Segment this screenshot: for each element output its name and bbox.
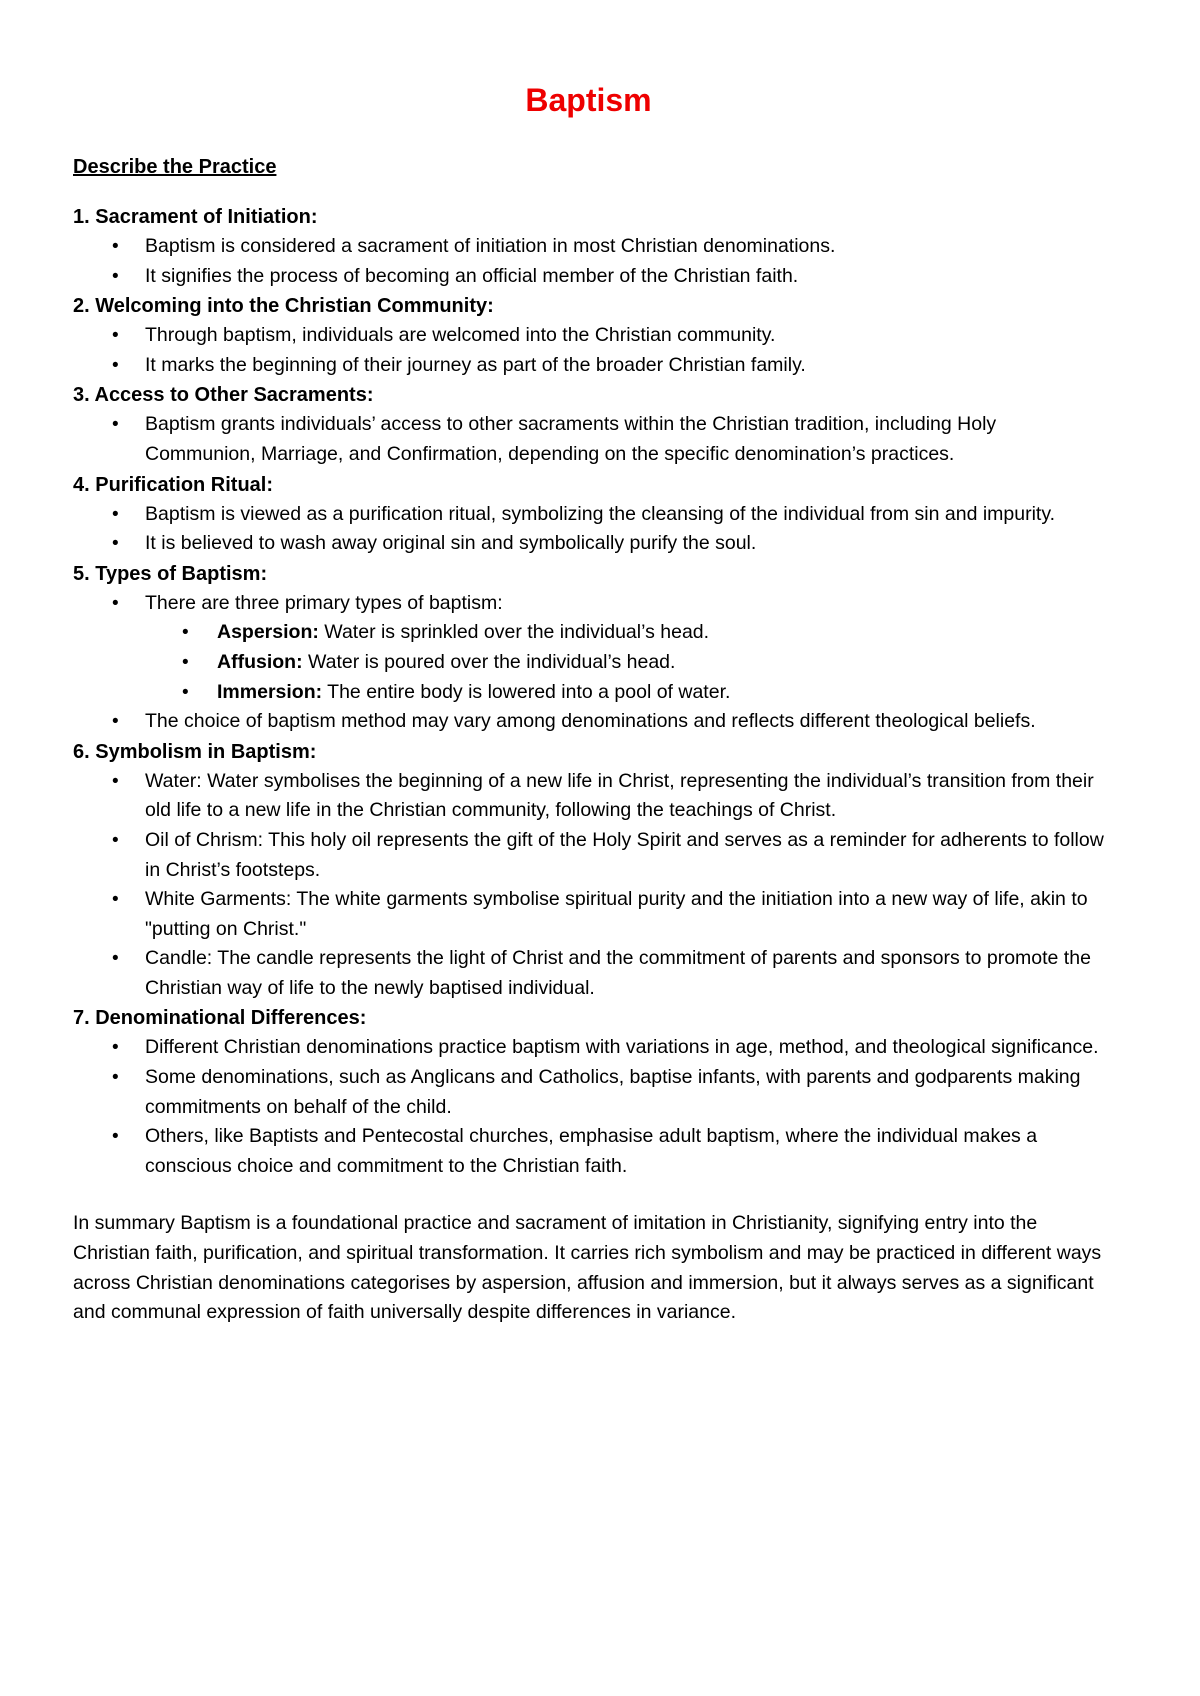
list-item-text: There are three primary types of baptism: xyxy=(145,591,503,614)
section-heading: 7. Denominational Differences: xyxy=(73,1007,367,1030)
list-item: • It signifies the process of becoming an official member of the Christian faith. xyxy=(73,262,1104,292)
section-heading: 5. Types of Baptism: xyxy=(73,562,268,585)
bullet-list xyxy=(73,410,1104,469)
list-item: • Baptism is considered a sacrament of initiation in most Christian denominations. xyxy=(73,232,1104,262)
term-description: The entire body is lowered into a pool of water. xyxy=(322,680,731,703)
bullet-list xyxy=(73,232,1104,291)
list-item: • Candle: The candle represents the light of Christ and the commitment of parents and sponsors to promote the Christian way of life to the newly baptised individual. xyxy=(73,944,1104,1003)
list-item: • It marks the beginning of their journey as part of the broader Christian family. xyxy=(73,351,1104,381)
term-description: Water is poured over the individual’s head. xyxy=(302,650,676,673)
list-item: • It is believed to wash away original sin and symbolically purify the soul. xyxy=(73,529,1104,559)
list-item: • Oil of Chrism: This holy oil represents the gift of the Holy Spirit and serves as a reminder for adherents to follow in Christ’s footsteps. xyxy=(73,826,1104,885)
list-item xyxy=(73,589,1104,707)
section-types-of-baptism xyxy=(73,559,1104,737)
bullet-list xyxy=(73,767,1104,1004)
term-description: Water is sprinkled over the individual’s head. xyxy=(318,621,710,644)
section-heading: 2. Welcoming into the Christian Community: xyxy=(73,295,494,318)
bullet-list xyxy=(73,1033,1104,1181)
section-welcoming-community xyxy=(73,291,1104,380)
term-label: Affusion: xyxy=(217,650,303,673)
list-item: • Baptism grants individuals’ access to other sacraments within the Christian tradition, including Holy Communion, Marriage, and Confirmation, depending on the specific denomination’s practices. xyxy=(73,410,1104,469)
list-item: • Different Christian denominations practice baptism with variations in age, method, and theological significance. xyxy=(73,1033,1104,1063)
list-item: • Water: Water symbolises the beginning of a new life in Christ, representing the individual’s transition from their old life to a new life in the Christian community, following the teachings of Christ. xyxy=(73,767,1104,826)
list-item: • Others, like Baptists and Pentecostal churches, emphasise adult baptism, where the individual makes a conscious choice and commitment to the Christian faith. xyxy=(73,1122,1104,1181)
section-denominational-differences xyxy=(73,1003,1104,1181)
list-item: • Through baptism, individuals are welcomed into the Christian community. xyxy=(73,321,1104,351)
bullet-list xyxy=(73,589,1104,737)
list-item: • Some denominations, such as Anglicans and Catholics, baptise infants, with parents and godparents making commitments on behalf of the child. xyxy=(73,1063,1104,1122)
list-item: • Baptism is viewed as a purification ritual, symbolizing the cleansing of the individual from sin and impurity. xyxy=(73,500,1104,530)
section-purification-ritual xyxy=(73,470,1104,559)
practice-subheading: Describe the Practice xyxy=(73,156,277,178)
sub-list-item-affusion xyxy=(145,648,1104,678)
section-heading: 6. Symbolism in Baptism: xyxy=(73,740,317,763)
list-item: • The choice of baptism method may vary among denominations and reflects different theological beliefs. xyxy=(73,707,1104,737)
baptism-types-list xyxy=(145,618,1104,707)
section-heading: 3. Access to Other Sacraments: xyxy=(73,384,374,407)
sub-list-item-aspersion xyxy=(145,618,1104,648)
summary-paragraph: In summary Baptism is a foundational practice and sacrament of imitation in Christianity, signifying entry into the Christian faith, purification, and spiritual transformation. It carries rich symbolism and may be practiced in different ways across Christian denominations categorises by aspersion, affusion and immersion, but it always serves as a significant and communal expression of faith universally despite differences in variance. xyxy=(73,1212,1102,1324)
section-sacrament-of-initiation xyxy=(73,202,1104,291)
section-heading: 1. Sacrament of Initiation: xyxy=(73,206,318,228)
bullet-list xyxy=(73,321,1104,380)
term-label: Aspersion: xyxy=(217,621,319,644)
section-heading: 4. Purification Ritual: xyxy=(73,473,274,496)
section-access-other-sacraments xyxy=(73,380,1104,469)
document-title: Baptism xyxy=(525,82,652,118)
sub-list-item-immersion xyxy=(145,678,1104,708)
list-item: • White Garments: The white garments symbolise spiritual purity and the initiation into a new way of life, akin to "putting on Christ." xyxy=(73,885,1104,944)
term-label: Immersion: xyxy=(217,680,323,703)
bullet-list xyxy=(73,500,1104,559)
section-symbolism xyxy=(73,737,1104,1004)
